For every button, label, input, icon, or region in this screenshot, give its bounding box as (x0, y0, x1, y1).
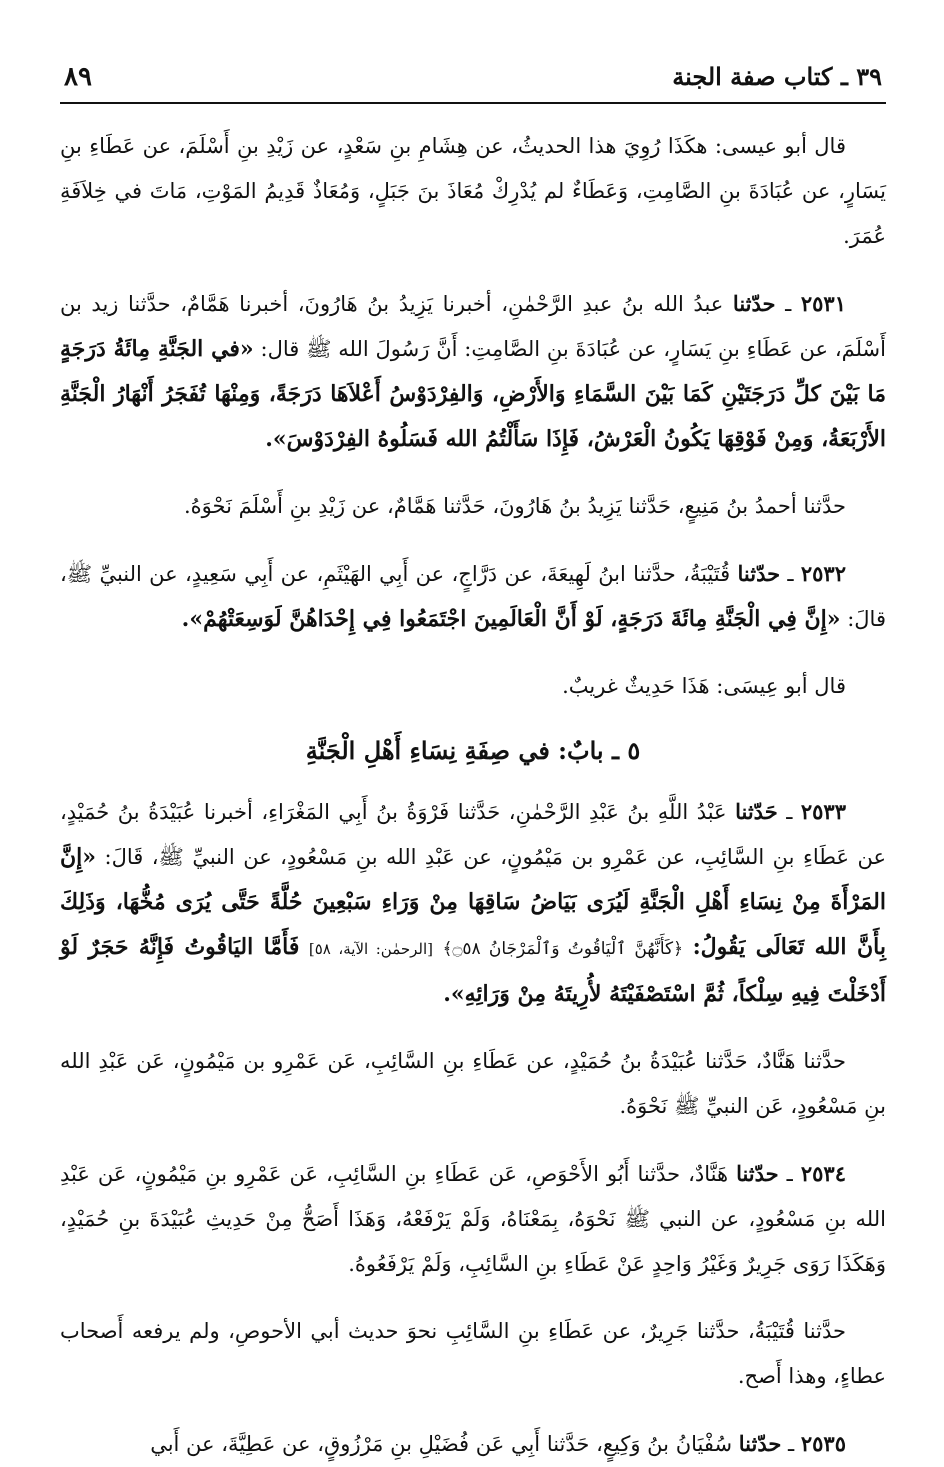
hadith-chain: عبدُ الله بنُ عبدِ الرَّحْمٰنِ، أخبرنا يَزِيدُ بنُ هَارُونَ، أخبرنا هَمَّامٌ، حدَّثنا زيد بن أَسْلَمَ، عن عَطَاءِ بنِ يَسَارٍ، عن عُبَادَةَ بنِ الصَّامِتِ: أَنَّ رَسُولَ الله ﷺ قال: (60, 292, 886, 361)
paragraph-chain: حدَّثنا هَنَّادٌ، حَدَّثنا عُبَيْدَةُ بنُ حُمَيْدٍ، عن عَطَاءِ بنِ السَّائِبِ، عَن عَمْرِو بن مَيْمُونٍ، عَن عَبْدِ الله بنِ مَسْعُودٍ، عَن النبيِّ ﷺ نَحْوَهُ. (60, 1049, 886, 1118)
hadith-quote-continued: فَأَمَّا اليَاقُوتُ فَإِنَّهُ حَجَرٌ لَوْ أَدْخَلْتَ فِيهِ سِلْكاً، ثُمَّ اسْتَصْفَيْتَهُ لأُرِيتَهُ مِنْ وَرَائِهِ». (60, 934, 886, 1007)
hadith-lead: حَدّثنا (735, 799, 778, 824)
hadith-number: ٢٥٣٣ (800, 799, 846, 824)
hadith-2531: ٢٥٣١ ـ حدّثنا عبدُ الله بنُ عبدِ الرَّحْمٰنِ، أخبرنا يَزِيدُ بنُ هَارُونَ، أخبرنا هَمَّامٌ، حدَّثنا زيد بن أَسْلَمَ، عن عَطَاءِ بنِ يَسَارٍ، عن عُبَادَةَ بنِ الصَّامِتِ: أَنَّ رَسُولَ الله ﷺ قال: «في الجَنَّةِ مِائَةُ دَرَجَةٍ مَا بَيْنَ كلِّ دَرَجَتَيْنِ كَمَا بَيْنَ السَّمَاءِ وَالأَرْضِ، وَالفِرْدَوْسُ أَعْلاَهَا دَرَجَةً، وَمِنْهَا تُفَجَرُ أَنْهَارُ الْجَنَّةِ الأَرْبَعَةُ، وَمِنْ فَوْقِهَا يَكُونُ الْعَرْشُ، فَإِذَا سَأَلْتُمُ الله فَسَلُوهُ الفِرْدَوْسَ». (60, 291, 886, 452)
hadith-chain: قُتَيْبَةُ، حدَّثنا ابنُ لَهِيعَةَ، عن دَرَّاجٍ، عن أَبِي الهَيْثَمِ، عن أَبِي سَعِيدٍ، عن النبيِّ ﷺ، قالَ: (60, 562, 886, 631)
hadith-lead: حدّثنا (737, 561, 781, 586)
hadith-2533: ٢٥٣٣ ـ حَدّثنا عَبْدُ اللَّهِ بنُ عَبْدِ الرَّحْمٰنِ، حَدَّثنا فَرْوَةُ بنُ أَبِي المَغْرَاءِ، أخبرنا عُبَيْدَةُ بنُ حُمَيْدٍ، عن عَطَاءِ بنِ السَّائِبِ، عن عَمْرِو بن مَيْمُونٍ، عن عَبْدِ الله بنِ مَسْعُودٍ، عن النبيِّ ﷺ، قَالَ: «إِنَّ المَرْأَةَ مِنْ نِسَاءِ أَهْلِ الْجَنَّةِ لَيُرَى بَيَاضُ سَاقِهَا مِنْ وَرَاءِ سَبْعِينَ حُلَّةً حَتَّى يُرَى مُخُّهَا، وَذَلِكَ بِأَنَّ الله تَعَالَى يَقُولُ: ﴿كَأَنَّهُنَّ ٱلْيَاقُوتُ وَٱلْمَرْجَانُ ۝٥٨﴾ [الرحمٰن: الآية، ٥٨] فَأَمَّا اليَاقُوتُ فَإِنَّهُ حَجَرٌ لَوْ أَدْخَلْتَ فِيهِ سِلْكاً، ثُمَّ اسْتَصْفَيْتَهُ لأُرِيتَهُ مِنْ وَرَائِهِ». (60, 799, 886, 1007)
hadith-lead: حدّثنا (732, 291, 776, 316)
hadith-chain: هَنَّادٌ، حدَّثنا أَبُو الأَحْوَصِ، عَن عَطَاءِ بنِ السَّائِبِ، عَن عَمْرِو بنِ مَيْمُونٍ، عَن عَبْدِ الله بنِ مَسْعُودٍ، عن النبي ﷺ نَحْوَهُ، بِمَعْنَاهُ، وَلَمْ يَرْفَعْهُ، وَهَذَا أَصَحُّ مِنْ حَدِيثِ عُبَيْدَةَ بنِ حُمَيْدٍ، وَهَكَذَا رَوَى جَرِيرٌ وَغَيْرُ وَاحِدٍ عَنْ عَطَاءِ بنِ السَّائِبِ، وَلَمْ يَرْفَعُوهُ. (60, 1162, 886, 1276)
hadith-2535: ٢٥٣٥ ـ حدّثنا سُفْيَانُ بنُ وَكِيعٍ، حَدَّثنا أَبِي عَن فُضَيْلِ بنِ مَرْزُوقٍ، عن عَطِيَّةَ، عن أَبي (150, 1431, 846, 1456)
hadith-number: ٢٥٣٥ (800, 1431, 846, 1456)
page-header (60, 62, 886, 104)
paragraph-grading: قال أبو عِيسَى: هَذَا حَدِيثٌ غريبٌ. (562, 674, 846, 698)
paragraph-chain: حدَّثنا أحمدُ بنُ مَنِيعٍ، حَدَّثنا يَزِيدُ بنُ هَارُونَ، حَدَّثنا هَمَّامٌ، عن زَيْدِ بنِ أَسْلَمَ نَحْوَهُ. (183, 494, 846, 518)
paragraph-commentary: قال أبو عيسى: هكَذَا رُوِيَ هذا الحديثُ، عن هِشَامِ بنِ سَعْدٍ، عن زَيْدِ بنِ أَسْلَمَ، عن عَطَاءِ بنِ يَسَارٍ، عن عُبَادَةَ بنِ الصَّامِتِ، وَعَطَاءٌ لم يُدْرِكْ مُعَاذَ بنَ جَبَلٍ، وَمُعَاذٌ قَدِيمُ المَوْتِ، مَاتَ في خِلاَفَةِ عُمَرَ. (60, 134, 886, 248)
hadith-chain: عَبْدُ اللَّهِ بنُ عَبْدِ الرَّحْمٰنِ، حَدَّثنا فَرْوَةُ بنُ أَبِي المَغْرَاءِ، أخبرنا عُبَيْدَةُ بنُ حُمَيْدٍ، عن عَطَاءِ بنِ السَّائِبِ، عن عَمْرِو بن مَيْمُونٍ، عن عَبْدِ الله بنِ مَسْعُودٍ، عن النبيِّ ﷺ، قَالَ: (60, 800, 886, 869)
hadith-number: ٢٥٣١ (800, 291, 846, 316)
chapter-title: ٣٩ ـ كتاب صفة الجنة (672, 62, 882, 91)
hadith-2532: ٢٥٣٢ ـ حدّثنا قُتَيْبَةُ، حدَّثنا ابنُ لَهِيعَةَ، عن دَرَّاجٍ، عن أَبِي الهَيْثَمِ، عن أَبِي سَعِيدٍ، عن النبيِّ ﷺ، قالَ: «إِنَّ فِي الْجَنَّةِ مِائَةَ دَرَجَةٍ، لَوْ أَنَّ الْعَالَمِينَ اجْتَمَعُوا فِي إِحْدَاهُنَّ لَوَسِعَتْهُمْ». (60, 561, 886, 632)
chapter-heading: ٥ ـ بابٌ: في صِفَةِ نِسَاءِ أَهْلِ الْجَنَّةِ (305, 736, 641, 765)
hadith-quote: «في الجَنَّةِ مِائَةُ دَرَجَةٍ مَا بَيْنَ كلِّ دَرَجَتَيْنِ كَمَا بَيْنَ السَّمَاءِ وَالأَرْضِ، وَالفِرْدَوْسُ أَعْلاَهَا دَرَجَةً، وَمِنْهَا تُفَجَرُ أَنْهَارُ الْجَنَّةِ الأَرْبَعَةُ، وَمِنْ فَوْقِهَا يَكُونُ الْعَرْشُ، فَإِذَا سَأَلْتُمُ الله فَسَلُوهُ الفِرْدَوْسَ». (60, 336, 886, 452)
hadith-2534: ٢٥٣٤ ـ حدّثنا هَنَّادٌ، حدَّثنا أَبُو الأَحْوَصِ، عَن عَطَاءِ بنِ السَّائِبِ، عَن عَمْرِو بنِ مَيْمُونٍ، عَن عَبْدِ الله بنِ مَسْعُودٍ، عن النبي ﷺ نَحْوَهُ، بِمَعْنَاهُ، وَلَمْ يَرْفَعْهُ، وَهَذَا أَصَحُّ مِنْ حَدِيثِ عُبَيْدَةَ بنِ حُمَيْدٍ، وَهَكَذَا رَوَى جَرِيرٌ وَغَيْرُ وَاحِدٍ عَنْ عَطَاءِ بنِ السَّائِبِ، وَلَمْ يَرْفَعُوهُ. (60, 1161, 886, 1276)
hadith-quote: «إِنَّ فِي الْجَنَّةِ مِائَةَ دَرَجَةٍ، لَوْ أَنَّ الْعَالَمِينَ اجْتَمَعُوا فِي إِحْدَاهُنَّ لَوَسِعَتْهُمْ». (181, 606, 841, 632)
page-body (60, 124, 886, 1467)
hadith-number: ٢٥٣٢ (800, 561, 846, 586)
hadith-chain: سُفْيَانُ بنُ وَكِيعٍ، حَدَّثنا أَبِي عَن فُضَيْلِ بنِ مَرْزُوقٍ، عن عَطِيَّةَ، عن أَبي (150, 1432, 733, 1456)
paragraph-chain: حدَّثنا قُتَيْبَةُ، حدَّثنا جَرِيرٌ، عن عَطَاءِ بنِ السَّائِبِ نحوَ حديث أبي الأحوصِ، ولم يرفعه أَصحاب عطاءٍ، وهذا أَصح. (60, 1319, 886, 1388)
hadith-quote: «إِنَّ المَرْأَةَ مِنْ نِسَاءِ أَهْلِ الْجَنَّةِ لَيُرَى بَيَاضُ سَاقِهَا مِنْ وَرَاءِ سَبْعِينَ حُلَّةً حَتَّى يُرَى مُخُّهَا، وَذَلِكَ بِأَنَّ الله تَعَالَى يَقُولُ: (60, 844, 886, 960)
hadith-lead: حدّثنا (736, 1161, 779, 1186)
quran-verse: ﴿كَأَنَّهُنَّ ٱلْيَاقُوتُ وَٱلْمَرْجَانُ ۝٥٨﴾ (442, 939, 684, 959)
hadith-number: ٢٥٣٤ (800, 1161, 846, 1186)
hadith-lead: حدّثنا (738, 1431, 782, 1456)
page-number: ٨٩ (64, 62, 92, 92)
verse-reference: [الرحمٰن: الآية، ٥٨] (308, 940, 434, 958)
